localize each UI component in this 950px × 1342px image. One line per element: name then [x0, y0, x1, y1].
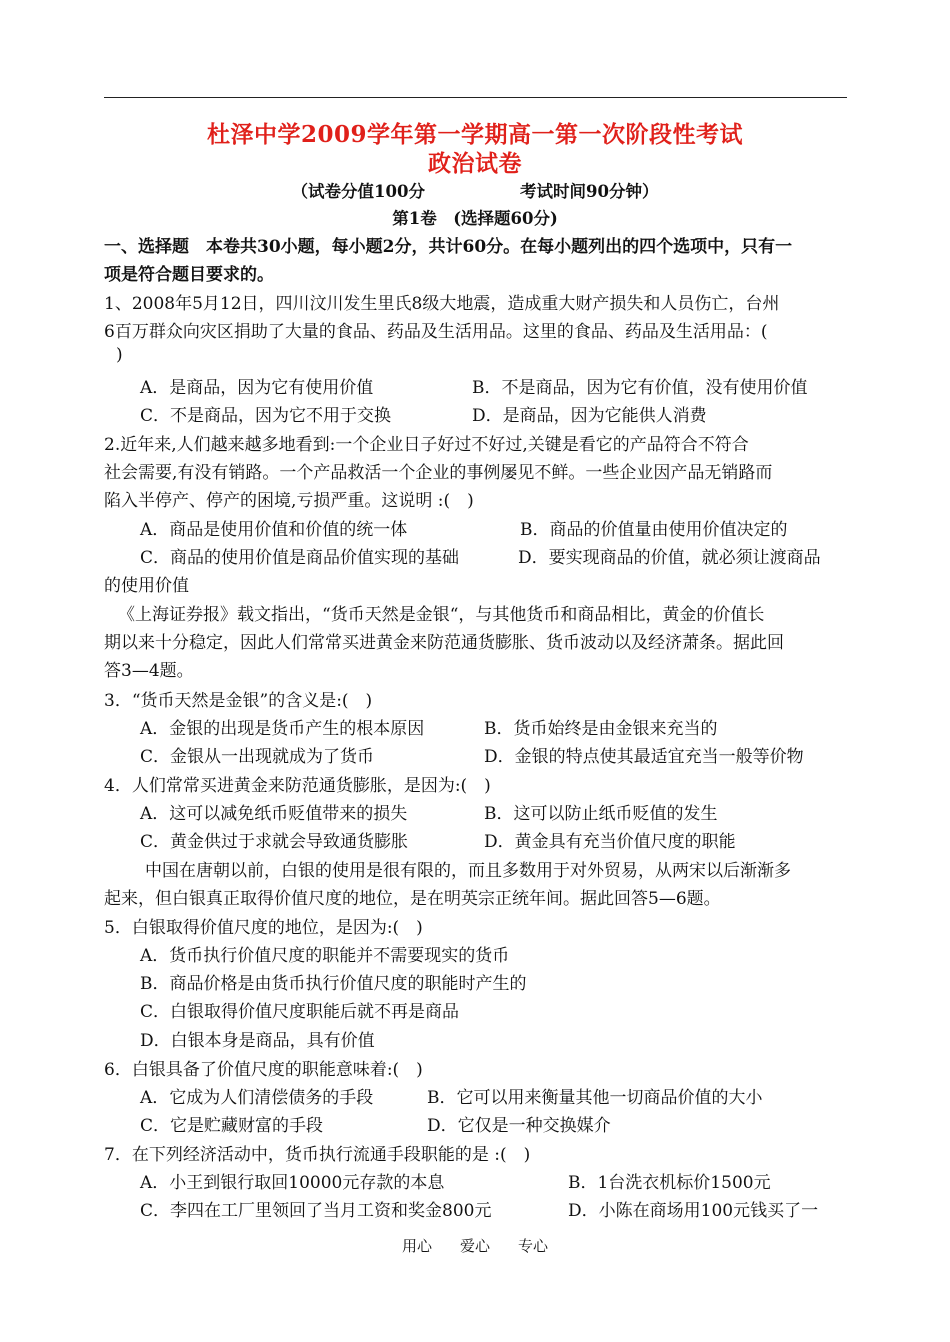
q1-stem: ): [116, 345, 123, 365]
q4-option-d: D．黄金具有充当价值尺度的职能: [484, 832, 736, 852]
q6-option-b: B．它可以用来衡量其他一切商品价值的大小: [427, 1088, 763, 1108]
q7-option-b: B．1台洗衣机标价1500元: [568, 1173, 771, 1193]
q6-option-c: C．它是贮藏财富的手段: [140, 1116, 324, 1136]
exam-title: 杜泽中学2009学年第一学期高一第一次阶段性考试: [206, 121, 743, 148]
q6-option-d: D．它仅是一种交换媒介: [427, 1116, 611, 1136]
passage-line: 《上海证券报》载文指出，“货币天然是金银“，与其他货币和商品相比，黄金的价值长: [118, 605, 765, 625]
passage-line: 起来，但白银真正取得价值尺度的地位，是在明英宗正统年间。据此回答5—6题。: [104, 889, 721, 909]
exam-subject: 政治试卷: [428, 150, 522, 177]
q6-option-a: A．它成为人们清偿债务的手段: [140, 1088, 374, 1108]
q7-option-c: C．李四在工厂里领回了当月工资和奖金800元: [140, 1201, 492, 1221]
q6-stem: 6．白银具备了价值尺度的职能意味着:( ): [104, 1060, 423, 1080]
q7-option-d: D．小陈在商场用100元钱买了一: [568, 1201, 819, 1221]
q2-stem: 2.近年来,人们越来越多地看到:一个企业日子好过不好过,关键是看它的产品符合不符合: [104, 435, 749, 455]
q7-option-a: A．小王到银行取回10000元存款的本息: [140, 1173, 445, 1193]
q5-option-c: C．白银取得价值尺度职能后就不再是商品: [140, 1002, 460, 1022]
exam-meta: [0, 178, 950, 202]
instructions-line: 项是符合题目要求的。: [104, 265, 274, 285]
footer-word: 爱心: [459, 1237, 490, 1255]
q3-option-b: B．货币始终是由金银来充当的: [484, 719, 718, 739]
exam-score: （试卷分值100分: [291, 182, 425, 201]
q4-option-c: C．黄金供过于求就会导致通货膨胀: [140, 832, 409, 852]
q2-option-b: B．商品的价值量由使用价值决定的: [520, 520, 788, 540]
q3-option-a: A．金银的出现是货币产生的根本原因: [140, 719, 425, 739]
q4-option-a: A．这可以减免纸币贬值带来的损失: [140, 804, 408, 824]
q1-stem: 1、2008年5月12日，四川汶川发生里氏8级大地震，造成重大财产损失和人员伤亡，台州: [104, 294, 780, 314]
q1-option-b: B．不是商品，因为它有价值，没有使用价值: [472, 378, 808, 398]
q1-option-a: A．是商品，因为它有使用价值: [140, 378, 374, 398]
q3-option-d: D．金银的特点使其最适宜充当一般等价物: [484, 747, 804, 767]
section-heading: 第1卷 (选择题60分): [392, 209, 558, 228]
passage-line: 期以来十分稳定，因此人们常常买进黄金来防范通货膨胀、货币波动以及经济萧条。据此回: [104, 633, 784, 653]
page-footer: [0, 1235, 950, 1256]
passage-line: 答3—4题。: [104, 661, 194, 681]
q2-option-a: A．商品是使用价值和价值的统一体: [140, 520, 408, 540]
q1-option-c: C．不是商品，因为它不用于交换: [140, 406, 392, 426]
passage-line: 中国在唐朝以前，白银的使用是很有限的，而且多数用于对外贸易，从两宋以后渐渐多: [145, 861, 791, 881]
q4-stem: 4．人们常常买进黄金来防范通货膨胀，是因为:( ): [104, 776, 491, 796]
footer-word: 专心: [518, 1237, 549, 1255]
q5-option-b: B．商品价格是由货币执行价值尺度的职能时产生的: [140, 974, 527, 994]
q1-option-d: D．是商品，因为它能供人消费: [472, 406, 707, 426]
q4-option-b: B．这可以防止纸币贬值的发生: [484, 804, 718, 824]
header-rule: [104, 97, 847, 98]
q7-stem: 7．在下列经济活动中，货币执行流通手段职能的是 :( ): [104, 1145, 531, 1165]
q5-option-d: D．白银本身是商品，具有价值: [140, 1031, 375, 1051]
exam-time: 考试时间90分钟）: [519, 182, 659, 201]
q2-stem: 社会需要,有没有销路。一个产品救活一个企业的事例屡见不鲜。一些企业因产品无销路而: [104, 463, 773, 483]
q3-option-c: C．金银从一出现就成为了货币: [140, 747, 375, 767]
instructions-line: 一、选择题 本卷共30小题，每小题2分，共计60分。在每小题列出的四个选项中，只有一: [104, 237, 793, 257]
q5-stem: 5．白银取得价值尺度的地位，是因为:( ): [104, 918, 423, 938]
q1-stem: 6百万群众向灾区捐助了大量的食品、药品及生活用品。这里的食品、药品及生活用品：(: [104, 322, 768, 342]
footer-word: 用心: [401, 1237, 432, 1255]
q5-option-a: A．货币执行价值尺度的职能并不需要现实的货币: [140, 946, 510, 966]
q2-option-c: C．商品的使用价值是商品价值实现的基础: [140, 548, 460, 568]
q2-option-d-cont: 的使用价值: [104, 576, 189, 596]
q2-option-d: D．要实现商品的价值，就必须让渡商品: [518, 548, 821, 568]
q2-stem: 陷入半停产、停产的困境,亏损严重。这说明 :( ): [104, 491, 474, 511]
q3-stem: 3．“货币天然是金银”的含义是:( ): [104, 691, 373, 711]
